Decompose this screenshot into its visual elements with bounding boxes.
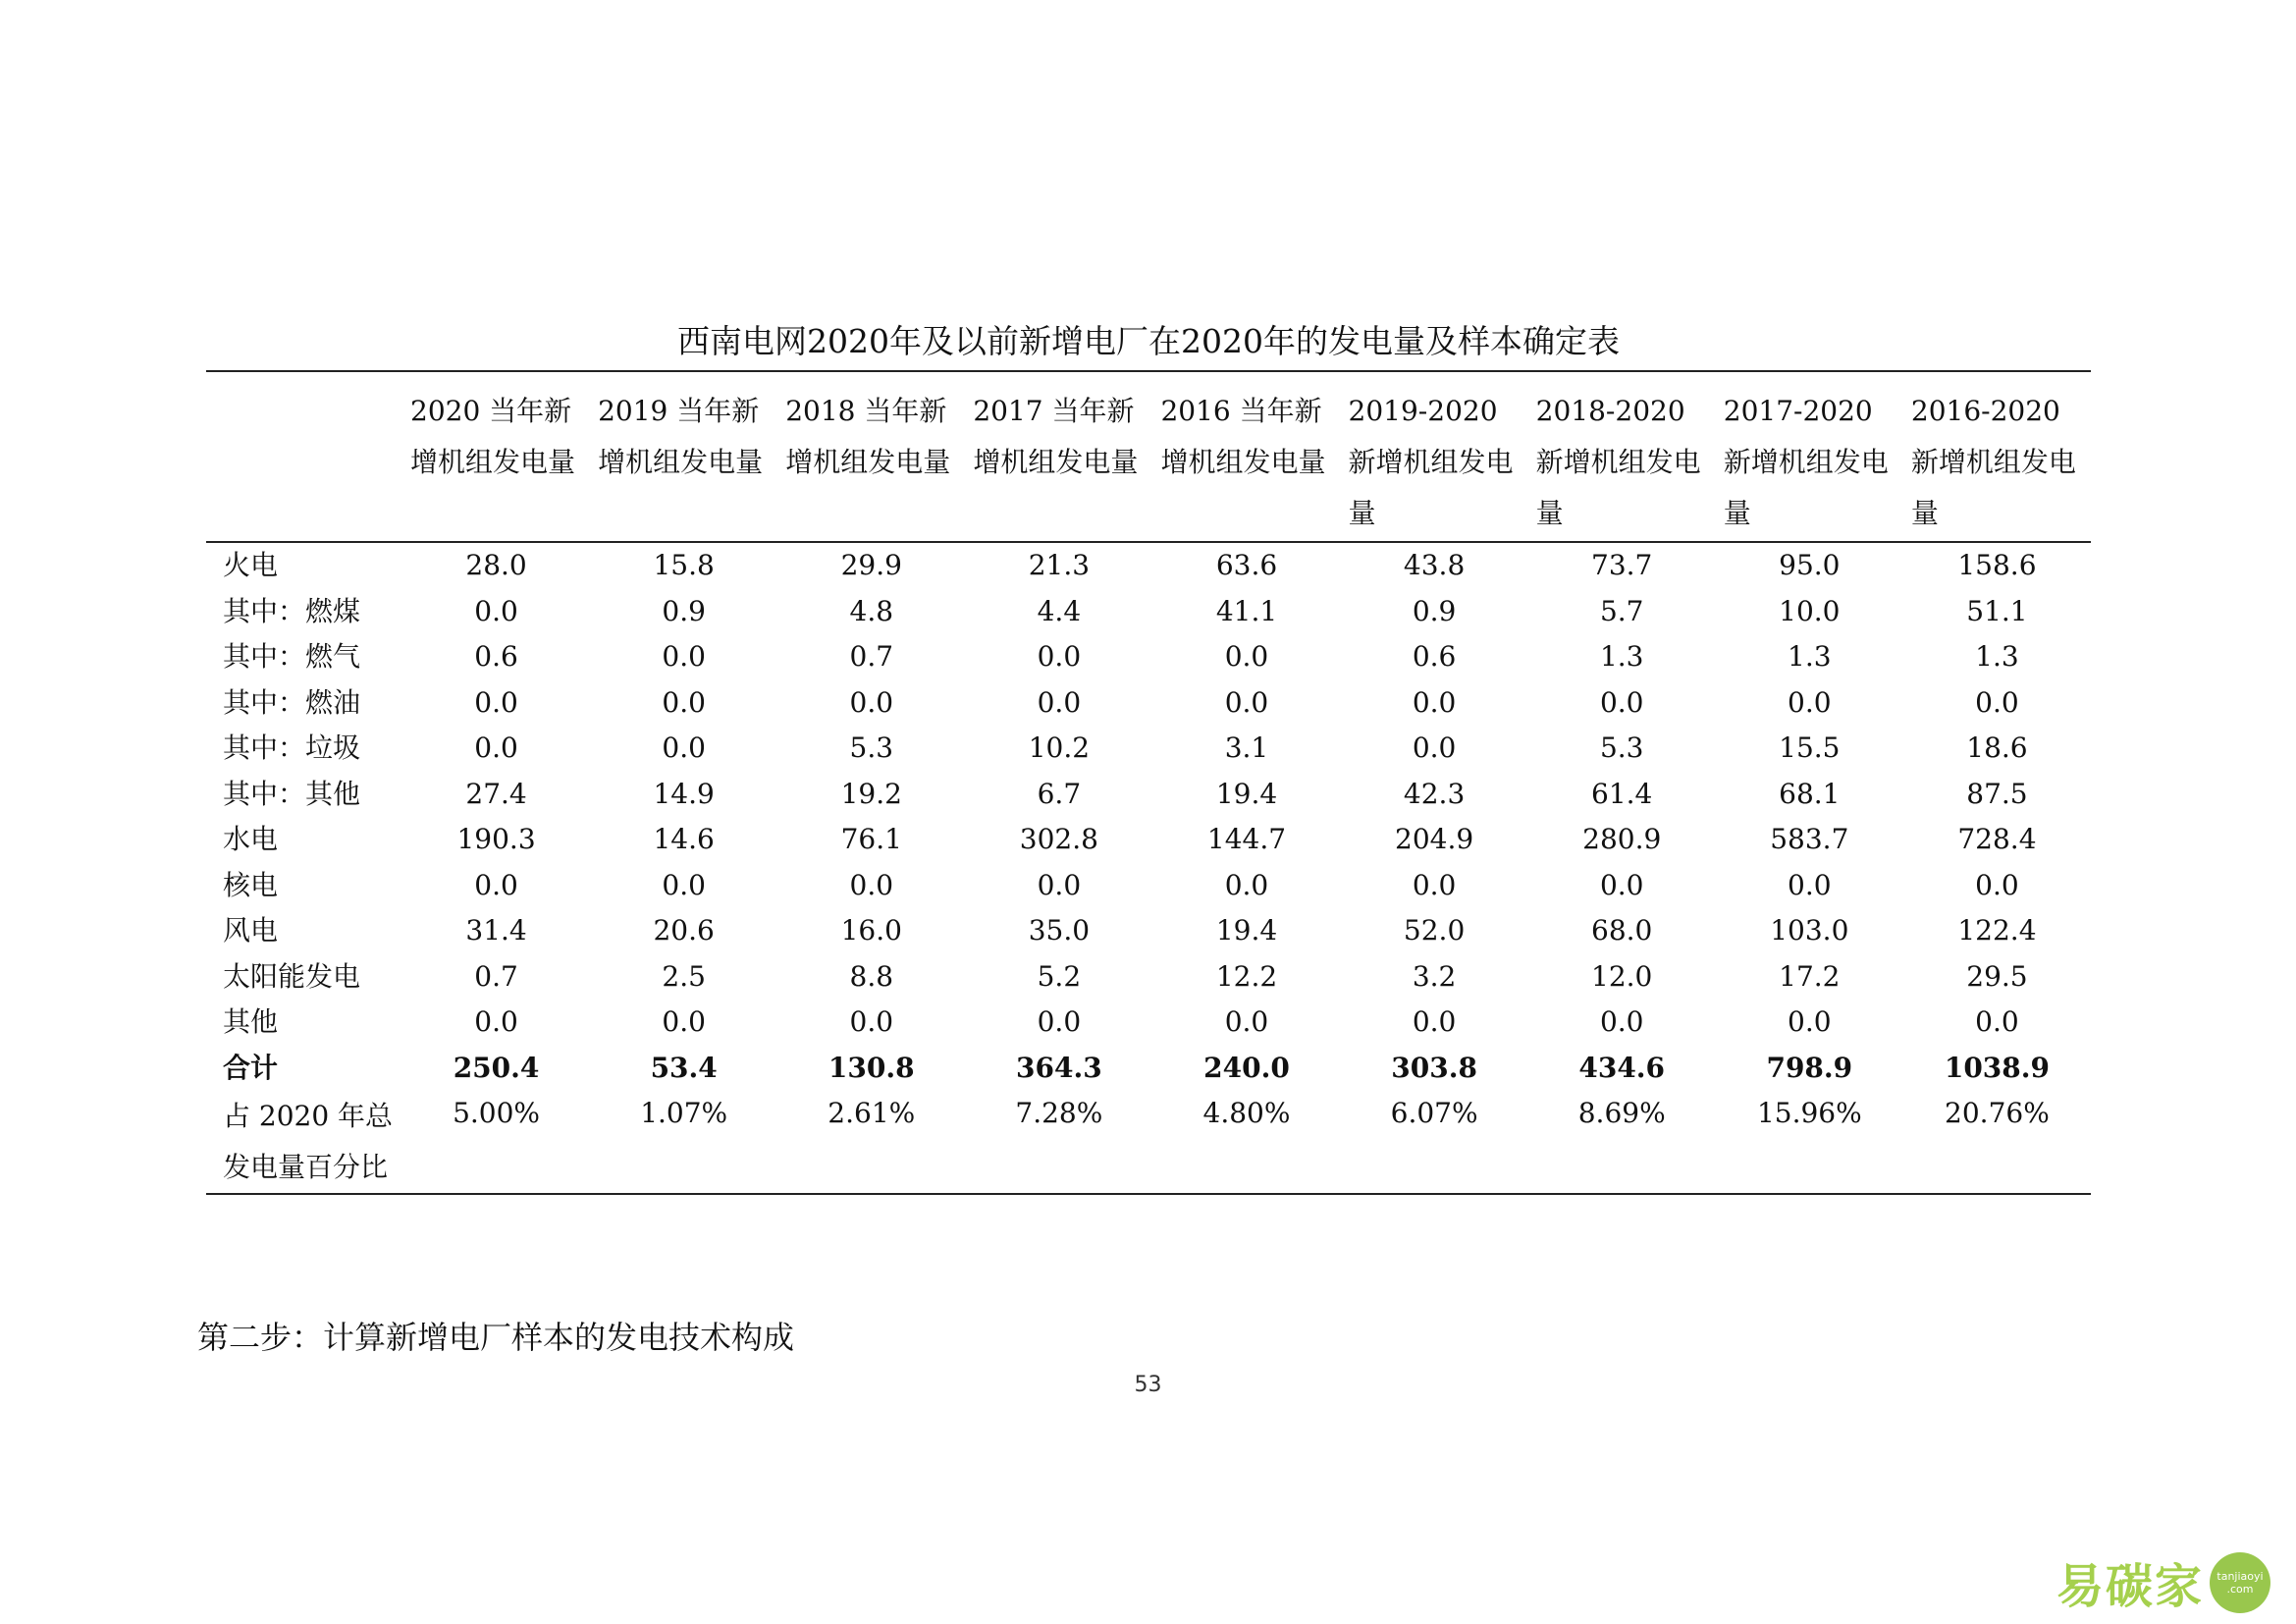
- table-cell: 0.0: [474, 685, 518, 719]
- table-cell: 16.0: [840, 914, 902, 947]
- row-label: 火电: [223, 549, 279, 581]
- table-cell: 17.2: [1779, 959, 1841, 993]
- table-cell: 15.5: [1779, 731, 1841, 764]
- table-cell: 0.0: [849, 1005, 894, 1038]
- header-cell: 2017-2020 新增机组发电量: [1723, 395, 1889, 529]
- table-cell: 0.0: [662, 868, 706, 901]
- table-cell: 280.9: [1582, 823, 1662, 855]
- table-cell: 18.6: [1966, 731, 2028, 764]
- header-row: [206, 371, 2091, 542]
- table-cell: 51.1: [1966, 594, 2028, 627]
- table-cell: 15.96%: [1756, 1097, 1862, 1129]
- table-row: [206, 634, 2091, 680]
- table-cell: 798.9: [1766, 1051, 1853, 1084]
- table-cell: 29.5: [1966, 959, 2028, 993]
- table-cell: 27.4: [465, 777, 527, 810]
- table-cell: 0.0: [1224, 868, 1269, 901]
- table-cell: 0.0: [474, 731, 518, 764]
- table-cell: 0.0: [849, 685, 894, 719]
- table-cell: 5.2: [1037, 959, 1082, 993]
- table-cell: 2.61%: [828, 1097, 916, 1129]
- table-cell: 583.7: [1770, 823, 1849, 855]
- table-cell: 158.6: [1957, 549, 2037, 581]
- table-cell: 1.3: [1599, 640, 1644, 673]
- table-cell: 130.8: [828, 1051, 915, 1084]
- row-label: 太阳能发电: [223, 959, 361, 993]
- table-cell: 0.9: [1412, 594, 1457, 627]
- table-cell: 4.8: [849, 594, 894, 627]
- table-body: [206, 542, 2091, 1194]
- table-cell: 0.0: [662, 731, 706, 764]
- table-row: [206, 954, 2091, 1001]
- table-row: [206, 1091, 2091, 1194]
- table-cell: 144.7: [1206, 823, 1287, 855]
- table-row: [206, 817, 2091, 863]
- table-cell: 8.69%: [1577, 1097, 1666, 1129]
- table-cell: 0.0: [1788, 868, 1832, 901]
- table-row: [206, 772, 2091, 818]
- table-cell: 35.0: [1028, 914, 1091, 947]
- row-label: 合计: [223, 1051, 279, 1084]
- table-cell: 0.0: [1975, 1005, 2019, 1038]
- table-header: [206, 371, 2091, 542]
- table-cell: 63.6: [1215, 549, 1278, 581]
- table-cell: 4.80%: [1202, 1097, 1291, 1129]
- watermark-badge-line2: .com: [2226, 1582, 2254, 1596]
- table-row: [206, 863, 2091, 909]
- row-label: 占 2020 年总发电量百分比: [223, 1100, 394, 1183]
- header-cell: 2019 当年新增机组发电量: [598, 395, 764, 478]
- table-cell: 95.0: [1779, 549, 1841, 581]
- table-cell: 20.6: [653, 914, 715, 947]
- table-cell: 0.0: [1412, 1005, 1457, 1038]
- table-cell: 15.8: [653, 549, 715, 581]
- table-cell: 0.0: [662, 1005, 706, 1038]
- table-cell: 19.2: [840, 777, 902, 810]
- table-cell: 0.0: [1599, 1005, 1644, 1038]
- row-label: 其中：其他: [223, 777, 361, 810]
- table-cell: 0.6: [474, 640, 518, 673]
- table-cell: 68.1: [1779, 777, 1841, 810]
- table-cell: 0.0: [1975, 685, 2019, 719]
- table-cell: 3.2: [1412, 959, 1457, 993]
- generation-table: [206, 370, 2091, 1195]
- table-row: [206, 680, 2091, 727]
- table-cell: 0.0: [1788, 685, 1832, 719]
- header-cell: 2017 当年新增机组发电量: [973, 395, 1139, 478]
- table-cell: 250.4: [453, 1051, 540, 1084]
- table-cell: 0.0: [1788, 1005, 1832, 1038]
- table-cell: 8.8: [849, 959, 894, 993]
- table-cell: 0.0: [1412, 868, 1457, 901]
- table-cell: 14.9: [653, 777, 715, 810]
- table-cell: 364.3: [1016, 1051, 1102, 1084]
- table-cell: 0.0: [1599, 685, 1644, 719]
- table-cell: 122.4: [1957, 914, 2037, 947]
- table-cell: 61.4: [1591, 777, 1653, 810]
- table-cell: 43.8: [1403, 549, 1466, 581]
- step-heading: 第二步：计算新增电厂样本的发电技术构成: [197, 1319, 795, 1356]
- table-cell: 0.0: [1037, 1005, 1082, 1038]
- header-cell: 2016-2020 新增机组发电量: [1910, 395, 2076, 529]
- header-cell: 2019-2020 新增机组发电量: [1348, 395, 1514, 529]
- table-cell: 0.0: [1037, 868, 1082, 901]
- table-cell: 14.6: [653, 823, 715, 855]
- table-cell: 53.4: [650, 1051, 718, 1084]
- table-cell: 204.9: [1395, 823, 1474, 855]
- table-cell: 20.76%: [1945, 1097, 2050, 1129]
- table-row: [206, 589, 2091, 635]
- table-cell: 31.4: [465, 914, 527, 947]
- row-label: 其中：燃煤: [223, 594, 361, 627]
- table-cell: 1038.9: [1944, 1051, 2051, 1084]
- row-label: 水电: [223, 823, 279, 855]
- table-cell: 6.07%: [1390, 1097, 1478, 1129]
- table-cell: 0.0: [1975, 868, 2019, 901]
- header-cell: 2020 当年新增机组发电量: [410, 395, 576, 478]
- table-cell: 76.1: [840, 823, 902, 855]
- table-cell: 1.3: [1975, 640, 2019, 673]
- watermark-badge: [2210, 1552, 2270, 1613]
- table-cell: 0.7: [849, 640, 894, 673]
- table-cell: 0.0: [474, 1005, 518, 1038]
- table-cell: 0.0: [474, 594, 518, 627]
- table-cell: 0.0: [1412, 731, 1457, 764]
- table-cell: 0.6: [1412, 640, 1457, 673]
- page-number: 53: [1134, 1373, 1162, 1397]
- table-cell: 0.0: [1412, 685, 1457, 719]
- watermark-badge-line1: tanjiaoyi: [2216, 1569, 2264, 1583]
- table-cell: 0.0: [662, 685, 706, 719]
- table-cell: 10.0: [1779, 594, 1841, 627]
- table-cell: 0.9: [662, 594, 706, 627]
- table-cell: 29.9: [840, 549, 902, 581]
- table-cell: 3.1: [1224, 731, 1269, 764]
- table-cell: 190.3: [456, 823, 536, 855]
- table-cell: 0.0: [662, 640, 706, 673]
- table-cell: 5.3: [1599, 731, 1644, 764]
- table-cell: 0.0: [849, 868, 894, 901]
- table-cell: 2.5: [662, 959, 706, 993]
- table-cell: 4.4: [1037, 594, 1082, 627]
- row-label: 其他: [223, 1005, 279, 1038]
- table-cell: 41.1: [1215, 594, 1278, 627]
- table-cell: 1.07%: [640, 1097, 728, 1129]
- table-cell: 103.0: [1770, 914, 1849, 947]
- table-cell: 0.0: [1224, 1005, 1269, 1038]
- table-cell: 7.28%: [1015, 1097, 1103, 1129]
- table-cell: 12.0: [1591, 959, 1653, 993]
- row-label: 其中：燃油: [223, 685, 361, 719]
- table-cell: 303.8: [1391, 1051, 1477, 1084]
- table-cell: 6.7: [1037, 777, 1082, 810]
- table-cell: 0.7: [474, 959, 518, 993]
- table-cell: 434.6: [1578, 1051, 1666, 1084]
- row-label: 其中：垃圾: [223, 731, 361, 764]
- header-cell-label: [206, 371, 402, 542]
- table-row: [206, 1046, 2091, 1092]
- row-label: 核电: [223, 868, 279, 901]
- table-cell: 728.4: [1957, 823, 2037, 855]
- row-label: 风电: [223, 914, 279, 947]
- table-cell: 5.7: [1599, 594, 1644, 627]
- table-row: [206, 908, 2091, 954]
- row-label: 其中：燃气: [223, 640, 361, 673]
- table-row: [206, 726, 2091, 772]
- table-cell: 240.0: [1203, 1051, 1290, 1084]
- watermark-text: 易碳家: [2056, 1559, 2204, 1614]
- table-cell: 87.5: [1966, 777, 2028, 810]
- header-cell: 2018 当年新增机组发电量: [785, 395, 951, 478]
- table-cell: 19.4: [1215, 914, 1278, 947]
- table-cell: 0.0: [1037, 685, 1082, 719]
- watermark-logo: [2056, 1548, 2270, 1616]
- table-cell: 73.7: [1591, 549, 1653, 581]
- table-cell: 0.0: [1599, 868, 1644, 901]
- table-cell: 28.0: [465, 549, 527, 581]
- table-row: [206, 1000, 2091, 1046]
- table-cell: 5.00%: [453, 1097, 541, 1129]
- table-row: [206, 542, 2091, 589]
- table-title: 西南电网2020年及以前新增电厂在2020年的发电量及样本确定表: [677, 322, 1620, 360]
- table-cell: 68.0: [1591, 914, 1653, 947]
- table-cell: 21.3: [1028, 549, 1091, 581]
- table-cell: 302.8: [1019, 823, 1098, 855]
- table-cell: 0.0: [1037, 640, 1082, 673]
- table-cell: 12.2: [1215, 959, 1278, 993]
- header-cell: 2016 当年新增机组发电量: [1160, 395, 1326, 478]
- table-cell: 19.4: [1215, 777, 1278, 810]
- header-cell: 2018-2020 新增机组发电量: [1535, 395, 1701, 529]
- table-cell: 10.2: [1028, 731, 1091, 764]
- table-cell: 0.0: [1224, 685, 1269, 719]
- table-cell: 0.0: [474, 868, 518, 901]
- table-cell: 1.3: [1788, 640, 1832, 673]
- table-cell: 0.0: [1224, 640, 1269, 673]
- table-cell: 42.3: [1403, 777, 1466, 810]
- table-cell: 5.3: [849, 731, 894, 764]
- table-cell: 52.0: [1403, 914, 1466, 947]
